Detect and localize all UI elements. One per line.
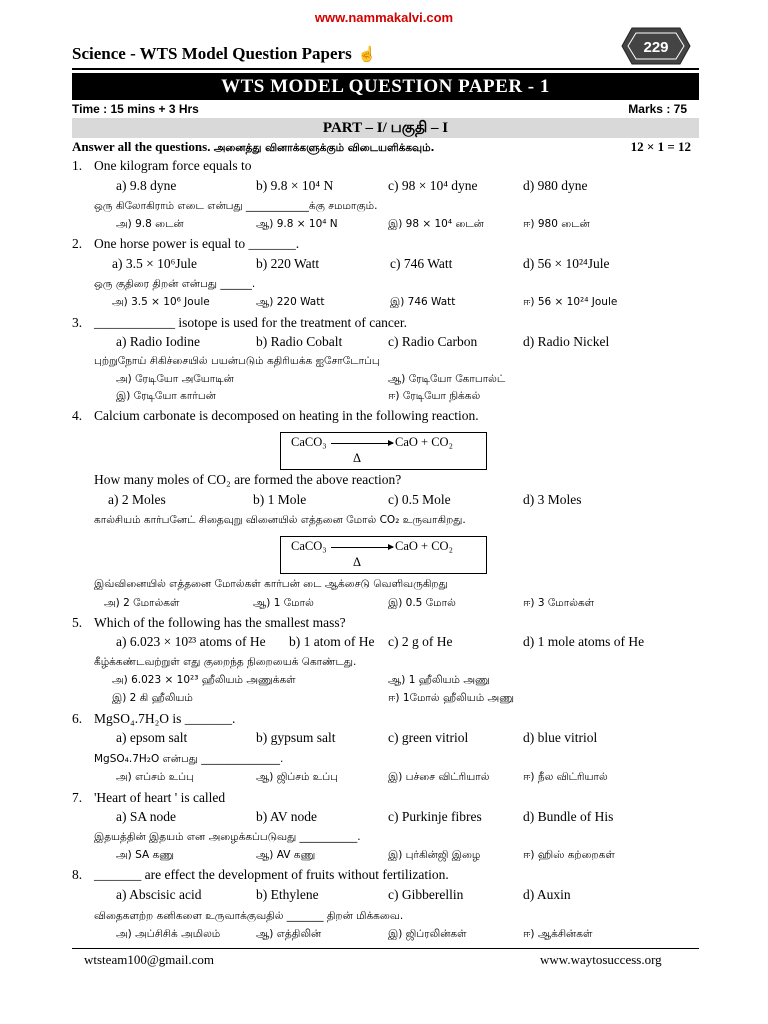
product: CaO + CO₂ — [395, 435, 453, 449]
reactant: CaCO₃ — [291, 435, 327, 449]
product-tamil: CaO + CO₂ — [395, 539, 453, 553]
q8-tamil-option-c: இ) ஜிப்ரலின்கள் — [388, 928, 467, 940]
paper-title: WTS MODEL QUESTION PAPER - 1 — [72, 73, 699, 100]
q1-tamil-option-c: இ) 98 × 10⁴ டைன் — [388, 218, 484, 230]
heat-symbol-tamil: Δ — [353, 555, 362, 569]
q2-tamil-option-d: ஈ) 56 × 10²⁴ Joule — [523, 296, 618, 308]
q6-option-d: d) blue vitriol — [523, 730, 598, 745]
q1-tamil-option-b: ஆ) 9.8 × 10⁴ N — [256, 218, 338, 230]
q1-number: 1. — [72, 158, 83, 173]
q1-tamil-text: ஒரு கிலோகிராம் எடை என்பது ____________க்கு சமமாகும். — [94, 200, 378, 212]
q3-tamil-option-d: ஈ) ரேடியோ நிக்கல் — [388, 390, 481, 402]
q3-number: 3. — [72, 315, 83, 330]
q1-option-c: c) 98 × 10⁴ dyne — [388, 178, 478, 193]
q3-tamil-text: புற்றுநோய் சிகிச்சையில் பயன்படும் கதிரியக்க ஐசோடோப்பு — [94, 355, 380, 367]
q4-tamil-option-d: ஈ) 3 மோல்கள் — [523, 597, 595, 609]
page-number-badge — [612, 24, 700, 68]
q5-tamil-text: கீழ்க்கண்டவற்றுள் எது குறைந்த நிறையைக் கொண்டது. — [94, 656, 357, 668]
q2-option-c: c) 746 Watt — [390, 256, 453, 271]
q5-tamil-option-a: அ) 6.023 × 10²³ ஹீலியம் அணுக்கள் — [112, 674, 296, 686]
q8-tamil-option-a: அ) அப்சிசிக் அமிலம் — [116, 928, 221, 940]
q8-text: _______ are effect the development of fruits without fertilization. — [94, 867, 449, 882]
q3-option-b: b) Radio Cobalt — [256, 334, 343, 349]
q6-number: 6. — [72, 711, 83, 726]
q8-tamil-option-b: ஆ) எத்திலின் — [256, 928, 322, 940]
reaction-box — [280, 432, 487, 470]
q6-text: MgSO₄.7H₂O is _______. — [94, 711, 236, 726]
footer-rule — [72, 948, 699, 949]
q7-option-d: d) Bundle of His — [523, 809, 614, 824]
q7-tamil-text: இதயத்தின் இதயம் என அழைக்கப்படுவது ___________. — [94, 831, 361, 843]
q6-tamil-option-c: இ) பச்சை விட்ரியால் — [388, 771, 490, 783]
q5-option-c: c) 2 g of He — [388, 634, 453, 649]
q1-option-b: b) 9.8 × 10⁴ N — [256, 178, 334, 193]
instruction-marks: 12 × 1 = 12 — [630, 139, 691, 154]
marks-label: Marks : 75 — [628, 102, 687, 116]
q4-tamil-option-b: ஆ) 1 மோல் — [253, 597, 314, 609]
q5-tamil-option-b: ஆ) 1 ஹீலியம் அணு — [388, 674, 490, 686]
q8-tamil-option-d: ஈ) ஆக்சின்கள் — [523, 928, 593, 940]
q2-option-b: b) 220 Watt — [256, 256, 320, 271]
q8-option-c: c) Gibberellin — [388, 887, 464, 902]
reaction-box-tamil — [280, 536, 487, 574]
q6-option-c: c) green vitriol — [388, 730, 469, 745]
time-marks-row — [72, 100, 699, 118]
q4-tamil-text: கால்சியம் கார்பனேட் சிதைவுறு வினையில் எத்தனை மோல் CO₂ உருவாகிறது. — [94, 514, 466, 526]
q6-tamil-text: MgSO₄.7H₂O என்பது _______________. — [94, 753, 284, 765]
q8-tamil-text: விதைகளற்ற கனிகளை உருவாக்குவதில் _______ திறன் மிக்கவை. — [94, 910, 404, 922]
q2-tamil-option-a: அ) 3.5 × 10⁶ Joule — [112, 296, 210, 308]
q2-tamil-option-c: இ) 746 Watt — [390, 296, 456, 308]
q3-text: ____________ isotope is used for the treatment of cancer. — [94, 315, 408, 330]
q5-text: Which of the following has the smallest mass? — [94, 615, 346, 630]
q7-tamil-option-b: ஆ) AV கணு — [256, 849, 316, 861]
q7-option-c: c) Purkinje fibres — [388, 809, 482, 824]
q7-number: 7. — [72, 790, 83, 805]
q3-tamil-option-a: அ) ரேடியோ அயோடின் — [116, 373, 234, 385]
q6-option-a: a) epsom salt — [116, 730, 188, 745]
time-label: Time : 15 mins + 3 Hrs — [72, 102, 199, 116]
q4-tamil-question: இவ்வினையில் எத்தனை மோல்கள் கார்பன் டை ஆக்சைடு வெளிவருகிறது — [94, 578, 448, 590]
q1-option-d: d) 980 dyne — [523, 178, 588, 193]
q4-text: Calcium carbonate is decomposed on heating in the following reaction. — [94, 408, 479, 423]
q7-option-b: b) AV node — [256, 809, 318, 824]
q1-tamil-option-d: ஈ) 980 டைன் — [523, 218, 590, 230]
q3-tamil-option-b: ஆ) ரேடியோ கோபால்ட் — [388, 373, 506, 385]
q5-tamil-option-c: இ) 2 கி ஹீலியம் — [112, 692, 193, 704]
reactant-tamil: CaCO₃ — [291, 539, 327, 553]
series-title — [72, 44, 376, 64]
header-rule — [72, 68, 699, 70]
q7-tamil-option-a: அ) SA கணு — [116, 849, 174, 861]
q6-option-b: b) gypsum salt — [256, 730, 336, 745]
q4-question: How many moles of CO₂ are formed the above reaction? — [94, 472, 402, 487]
q4-tamil-option-a: அ) 2 மோல்கள் — [104, 597, 180, 609]
q4-option-d: d) 3 Moles — [523, 492, 582, 507]
series-title-text: Science - WTS Model Question Papers — [72, 44, 352, 63]
footer-email[interactable]: wtsteam100@gmail.com — [84, 952, 215, 967]
q2-text: One horse power is equal to _______. — [94, 236, 300, 251]
q8-option-a: a) Abscisic acid — [116, 887, 202, 902]
part-title: PART – I/ பகுதி – I — [72, 118, 699, 138]
q5-option-b: b) 1 atom of He — [289, 634, 375, 649]
q5-number: 5. — [72, 615, 83, 630]
q6-tamil-option-d: ஈ) நீல விட்ரியால் — [523, 771, 608, 783]
reaction-arrow-icon — [331, 547, 393, 548]
q1-text: One kilogram force equals to — [94, 158, 252, 173]
q3-option-a: a) Radio Iodine — [116, 334, 200, 349]
hand-pointer-icon: ☝ — [357, 47, 377, 63]
q4-number: 4. — [72, 408, 83, 423]
q8-option-b: b) Ethylene — [256, 887, 319, 902]
q4-option-a: a) 2 Moles — [108, 492, 166, 507]
q2-tamil-option-b: ஆ) 220 Watt — [256, 296, 325, 308]
q6-tamil-option-b: ஆ) ஜிப்சம் உப்பு — [256, 771, 338, 783]
q8-number: 8. — [72, 867, 83, 882]
heat-symbol: Δ — [353, 451, 362, 465]
q3-tamil-option-c: இ) ரேடியோ கார்பன் — [116, 390, 216, 402]
q1-option-a: a) 9.8 dyne — [116, 178, 177, 193]
q5-option-d: d) 1 mole atoms of He — [523, 634, 645, 649]
q8-option-d: d) Auxin — [523, 887, 571, 902]
q4-option-c: c) 0.5 Mole — [388, 492, 451, 507]
q3-option-d: d) Radio Nickel — [523, 334, 610, 349]
q5-tamil-option-d: ஈ) 1மோல் ஹீலியம் அணு — [388, 692, 514, 704]
site-url[interactable]: www.nammakalvi.com — [314, 10, 454, 25]
q3-option-c: c) Radio Carbon — [388, 334, 478, 349]
q2-number: 2. — [72, 236, 83, 251]
instructions — [72, 139, 699, 155]
q4-tamil-option-c: இ) 0.5 மோல் — [388, 597, 456, 609]
q7-tamil-option-d: ஈ) ஹிஸ் கற்றைகள் — [523, 849, 615, 861]
q6-tamil-option-a: அ) எப்சம் உப்பு — [116, 771, 194, 783]
q4-option-b: b) 1 Mole — [253, 492, 307, 507]
q2-option-a: a) 3.5 × 10⁶Jule — [112, 256, 198, 271]
page-number: 229 — [643, 39, 669, 56]
q5-option-a: a) 6.023 × 10²³ atoms of He — [116, 634, 266, 649]
instruction-ta: அனைத்து வினாக்களுக்கும் விடையளிக்கவும். — [213, 142, 435, 154]
q7-tamil-option-c: இ) புர்கின்ஜி இழை — [388, 849, 481, 861]
q7-text: 'Heart of heart ' is called — [94, 790, 226, 805]
instruction-en: Answer all the questions. — [72, 139, 211, 154]
q7-option-a: a) SA node — [116, 809, 176, 824]
footer-website[interactable]: www.waytosuccess.org — [540, 952, 662, 967]
q2-tamil-text: ஒரு குதிரை திறன் என்பது ______. — [94, 278, 256, 290]
q2-option-d: d) 56 × 10²⁴Jule — [523, 256, 610, 271]
q1-tamil-option-a: அ) 9.8 டைன் — [116, 218, 184, 230]
reaction-arrow-icon — [331, 443, 393, 444]
